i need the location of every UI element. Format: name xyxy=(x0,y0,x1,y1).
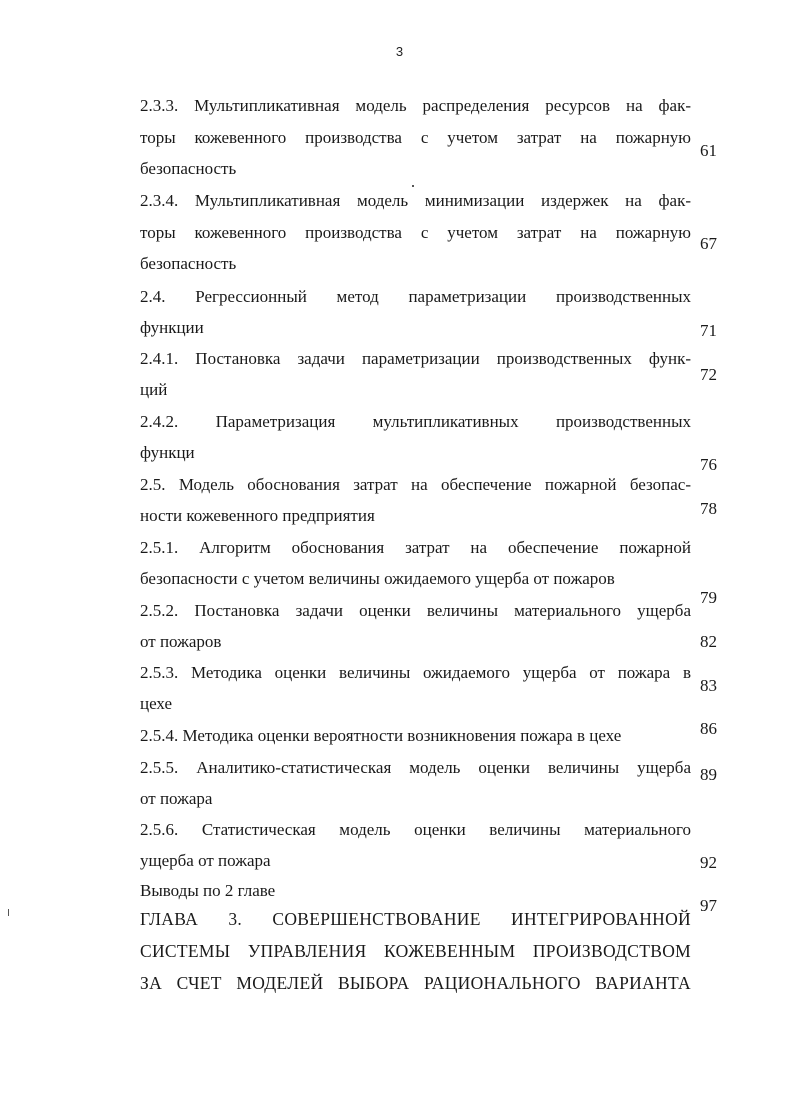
toc-page-number: 89 xyxy=(700,765,717,784)
toc-page-number: 61 xyxy=(700,141,717,160)
toc-entry-line: ций xyxy=(140,380,168,399)
toc-entry-line: 2.4.2. Параметризация мультипликативных производственных xyxy=(140,412,691,431)
toc-entry-line: Выводы по 2 главе xyxy=(140,881,276,900)
toc-entry-line: торы кожевенного производства с учетом затрат на пожарную xyxy=(140,223,691,242)
toc-page-number: 92 xyxy=(700,853,717,872)
chapter-heading-line: СИСТЕМЫ УПРАВЛЕНИЯ КОЖЕВЕННЫМ ПРОИЗВОДСТВОМ xyxy=(140,941,691,961)
toc-entry-line: функци xyxy=(140,443,195,462)
scan-speck xyxy=(8,909,9,916)
toc-entry-line: 2.3.4. Мультипликативная модель минимизации издержек на фак- xyxy=(140,191,691,210)
scan-speck xyxy=(412,185,414,187)
toc-entry-line: торы кожевенного производства с учетом затрат на пожарную xyxy=(140,128,691,147)
toc-entry-line: от пожара xyxy=(140,789,213,808)
toc-page-number: 97 xyxy=(700,896,717,915)
toc-entry-line: 2.5.3. Методика оценки величины ожидаемого ущерба от пожара в xyxy=(140,663,691,682)
chapter-heading-line: ГЛАВА 3. СОВЕРШЕНСТВОВАНИЕ ИНТЕГРИРОВАННОЙ xyxy=(140,909,691,929)
toc-page-number: 82 xyxy=(700,632,717,651)
toc-entry-line: безопасность xyxy=(140,159,237,178)
toc-entry-line: 2.3.3. Мультипликативная модель распределения ресурсов на фак- xyxy=(140,96,691,115)
toc-page-number: 78 xyxy=(700,499,717,518)
toc-entry-line: от пожаров xyxy=(140,632,222,651)
toc-entry-line: 2.5.5. Аналитико-статистическая модель оценки величины ущерба xyxy=(140,758,691,777)
toc-page-number: 76 xyxy=(700,455,717,474)
chapter-heading-line: ЗА СЧЕТ МОДЕЛЕЙ ВЫБОРА РАЦИОНАЛЬНОГО ВАРИАНТА xyxy=(140,973,691,993)
toc-entry-line: ности кожевенного предприятия xyxy=(140,506,375,525)
toc-entry-line: функции xyxy=(140,318,204,337)
toc-entry-line: 2.4. Регрессионный метод параметризации производственных xyxy=(140,287,691,306)
toc-entry-line: 2.5.1. Алгоритм обоснования затрат на обеспечение пожарной xyxy=(140,538,691,557)
toc-page-number: 83 xyxy=(700,676,717,695)
toc-entry-line: 2.5.4. Методика оценки вероятности возникновения пожара в цехе xyxy=(140,726,622,745)
toc-entry-line: 2.4.1. Постановка задачи параметризации производственных функ- xyxy=(140,349,691,368)
toc-entry-line: 2.5.6. Статистическая модель оценки величины материального xyxy=(140,820,691,839)
toc-entry-line: ущерба от пожара xyxy=(140,851,271,870)
toc-page-number: 72 xyxy=(700,365,717,384)
toc-entry-line: безопасность xyxy=(140,254,237,273)
toc-entry-line: 2.5. Модель обоснования затрат на обеспечение пожарной безопас- xyxy=(140,475,691,494)
page-number: 3 xyxy=(395,44,404,59)
toc-entry-line: цехе xyxy=(140,694,173,713)
toc-page-number: 67 xyxy=(700,234,717,253)
toc-entry-line: 2.5.2. Постановка задачи оценки величины материального ущерба xyxy=(140,601,691,620)
toc-page-number: 79 xyxy=(700,588,717,607)
toc-entry-line: безопасности с учетом величины ожидаемого ущерба от пожаров xyxy=(140,569,615,588)
toc-page-number: 71 xyxy=(700,321,717,340)
toc-page-number: 86 xyxy=(700,719,717,738)
